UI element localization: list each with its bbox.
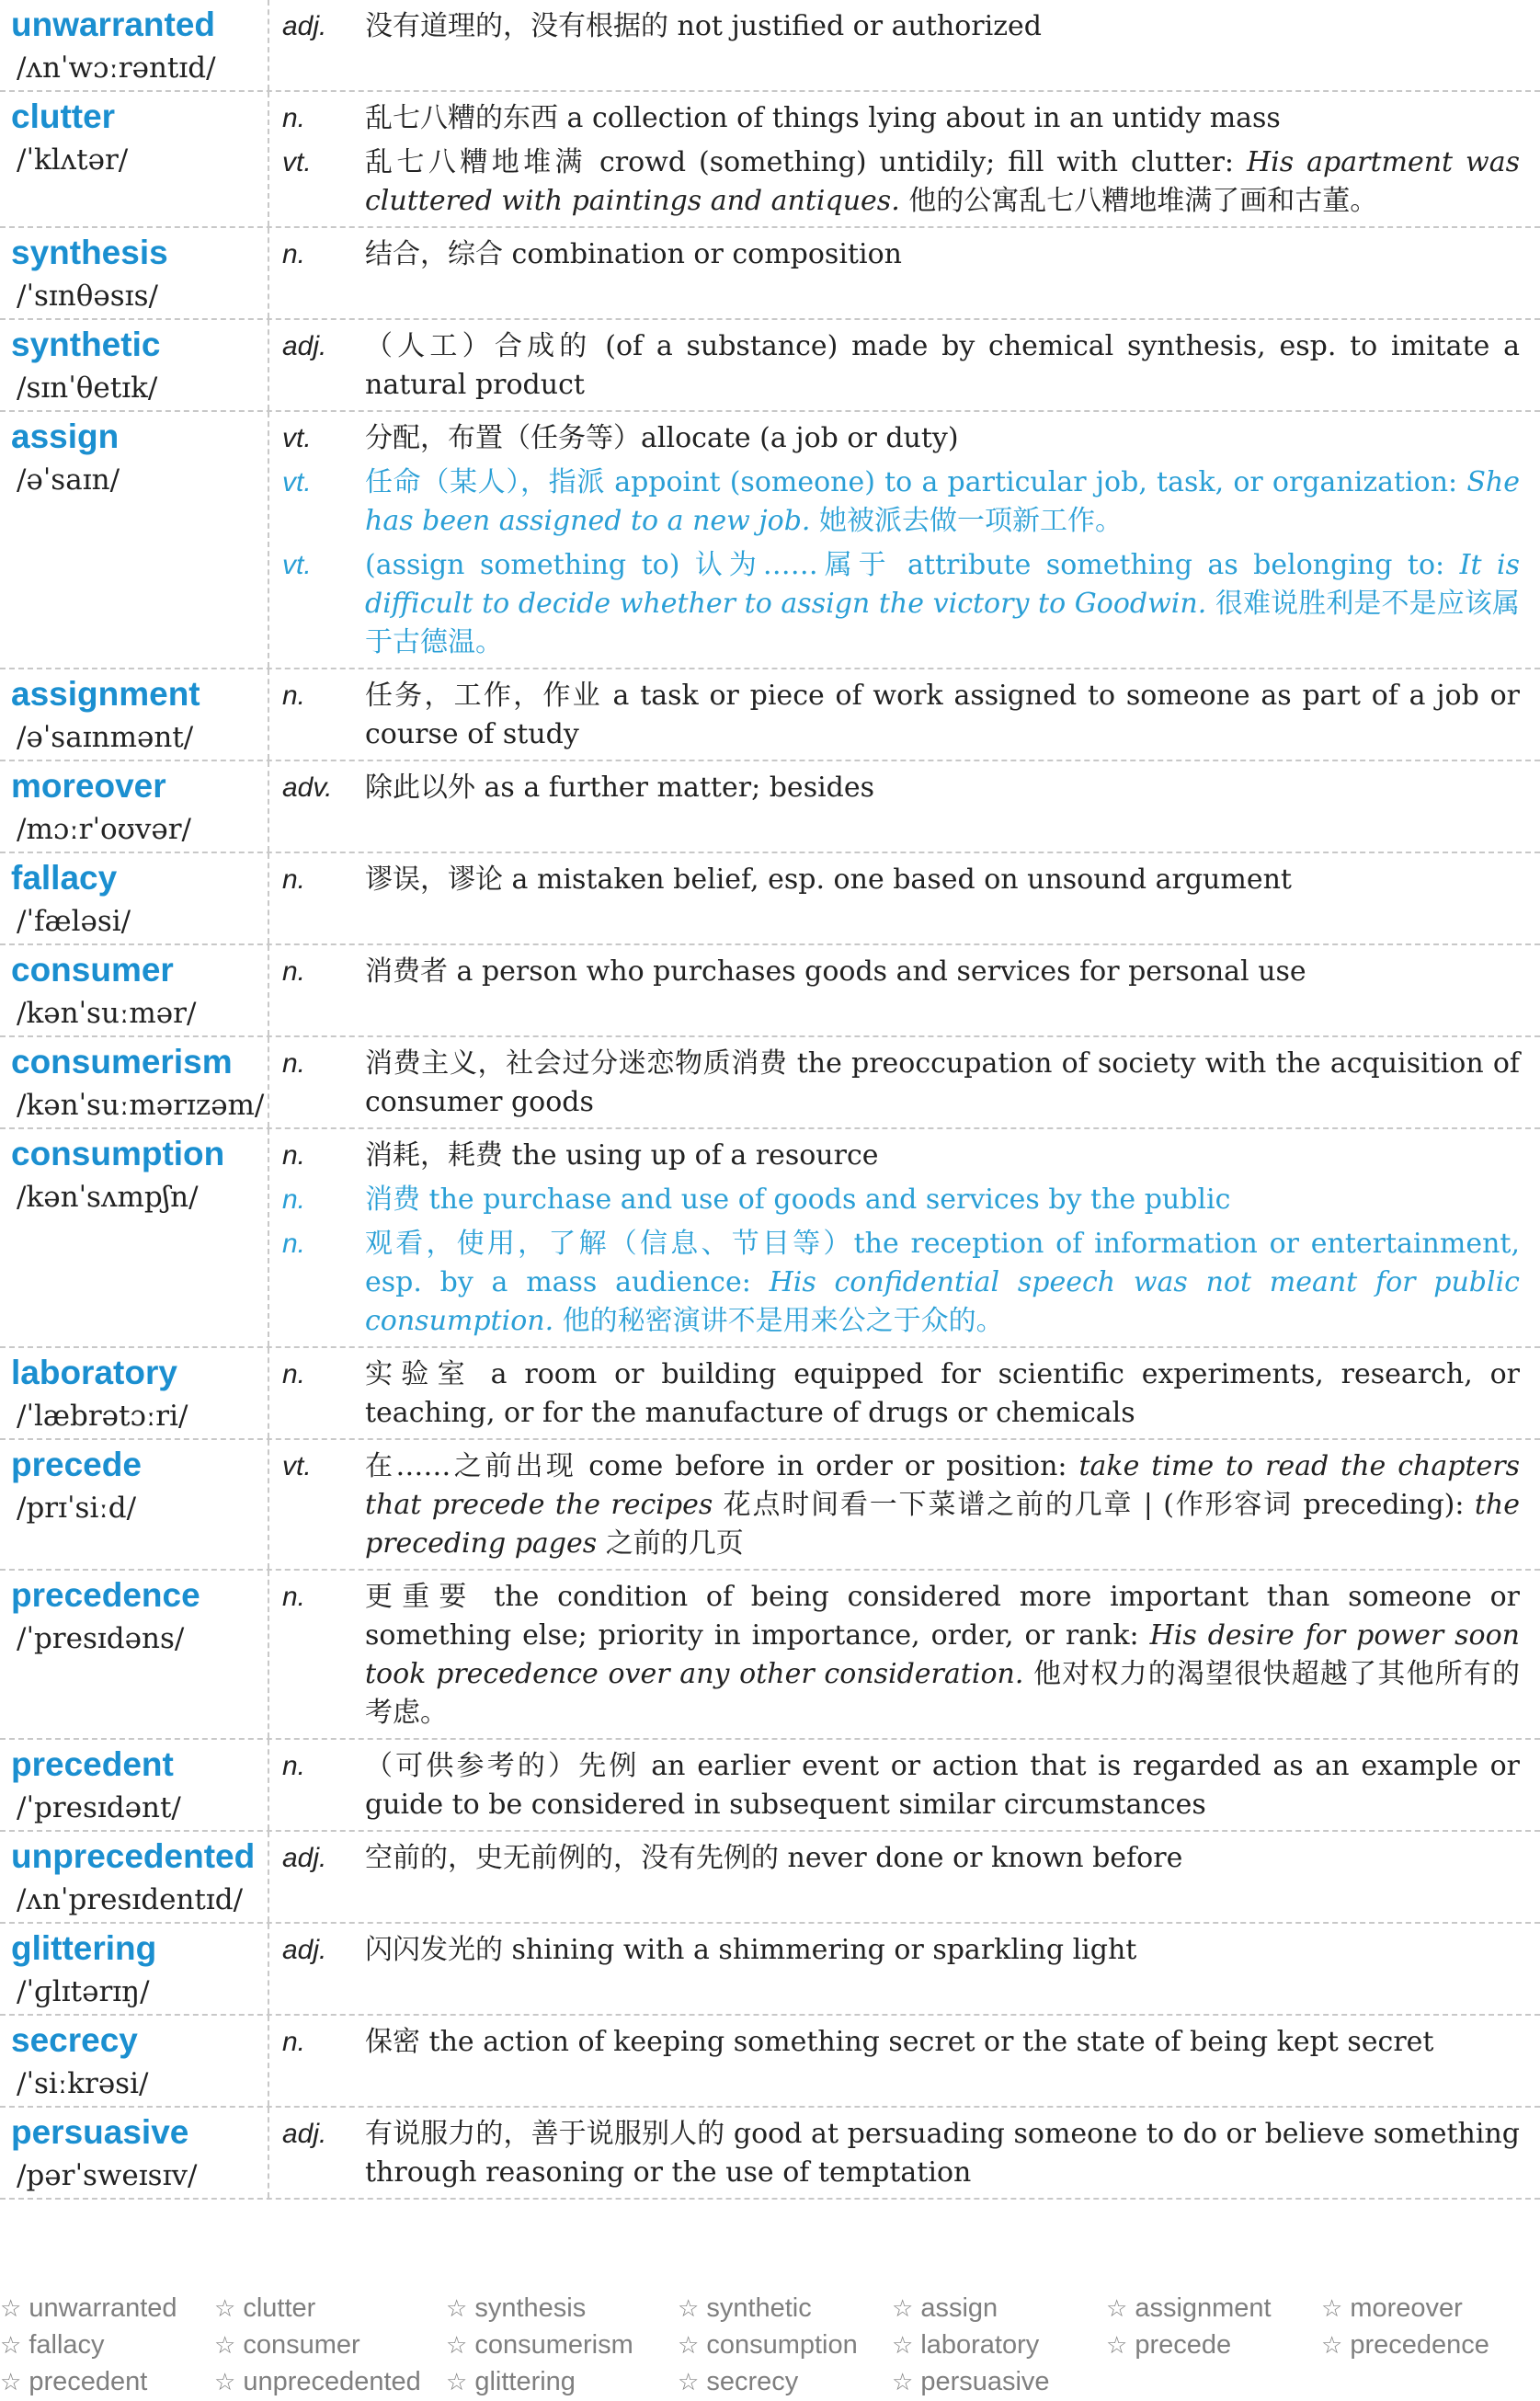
definition-text: 消费主义，社会过分迷恋物质消费 the preoccupation of society with the acquisition of consumer goods	[365, 1047, 1520, 1118]
part-of-speech: vt.	[282, 550, 312, 580]
definition	[365, 1355, 1520, 1433]
definition	[365, 1225, 1520, 1341]
part-of-speech: n.	[282, 1048, 306, 1079]
sense	[282, 1225, 1520, 1341]
part-of-speech: n.	[282, 239, 306, 269]
senses-cell	[269, 669, 1540, 760]
star-icon: ☆	[892, 2331, 914, 2359]
headword: fallacy	[11, 859, 118, 897]
headword: clutter	[11, 97, 116, 135]
definition-text: 消费 the purchase and use of goods and services by the public	[365, 1183, 1231, 1216]
definition	[365, 1931, 1520, 1970]
checklist-item	[1321, 2290, 1463, 2327]
definition-text: 实验室 a room or building equipped for scientific experiments, research, or teaching, or for the manufacture of drugs or chemicals	[365, 1358, 1520, 1429]
example-sentence: His desire for power soon took precedence over any other consideration.	[365, 1619, 1520, 1690]
star-icon: ☆	[892, 2294, 914, 2322]
checklist-item	[446, 2363, 576, 2400]
headword: assign	[11, 417, 120, 455]
part-of-speech: n.	[282, 680, 306, 711]
star-icon: ☆	[678, 2331, 700, 2359]
entry-row	[0, 412, 1540, 669]
review-checklist	[0, 2290, 1540, 2400]
definition	[365, 1045, 1520, 1122]
sense	[282, 1578, 1520, 1732]
definition	[365, 1181, 1520, 1219]
phonetic: /əˈsaɪnmənt/	[17, 721, 194, 754]
definition	[365, 419, 1520, 458]
example-sentence: the preceding pages	[365, 1489, 1520, 1560]
checklist-word: fallacy	[29, 2330, 105, 2360]
example-sentence: His confidential speech was not meant for public consumption.	[365, 1266, 1520, 1337]
part-of-speech: adv.	[282, 772, 333, 803]
part-of-speech: n.	[282, 1751, 306, 1781]
headword: persuasive	[11, 2113, 189, 2151]
sense	[282, 1839, 1520, 1878]
headword-cell	[0, 0, 269, 90]
star-icon: ☆	[892, 2368, 914, 2395]
sense	[282, 2115, 1520, 2192]
headword: consumerism	[11, 1043, 233, 1080]
sense	[282, 1447, 1520, 1563]
checklist-word: assign	[920, 2293, 998, 2323]
checklist-word: precede	[1135, 2330, 1232, 2360]
senses-cell	[269, 1348, 1540, 1438]
checklist-word: clutter	[243, 2293, 316, 2323]
sense	[282, 1747, 1520, 1824]
definition-text: 结合，综合 combination or composition	[365, 238, 902, 270]
headword: laboratory	[11, 1354, 177, 1391]
phonetic: /mɔːrˈoʊvər/	[17, 813, 191, 846]
senses-cell	[269, 1740, 1540, 1830]
headword-cell	[0, 853, 269, 943]
star-icon: ☆	[1106, 2331, 1128, 2359]
definition	[365, 7, 1520, 46]
phonetic: /ʌnˈpresɪdentɪd/	[17, 1883, 244, 1916]
definition	[365, 769, 1520, 807]
entry-row	[0, 0, 1540, 92]
sense	[282, 7, 1520, 46]
definition-text: 空前的，史无前例的，没有先例的 never done or known before	[365, 1842, 1183, 1874]
headword-cell	[0, 1440, 269, 1569]
headword: unwarranted	[11, 6, 216, 43]
checklist-word: synthesis	[474, 2293, 587, 2323]
phonetic: /kənˈsuːmərɪzəm/	[17, 1089, 265, 1122]
definition-text: 没有道理的，没有根据的 not justified or authorized	[365, 10, 1042, 42]
definition-text: 保密 the action of keeping something secret or the state of being kept secret	[365, 2026, 1434, 2058]
senses-cell	[269, 761, 1540, 852]
checklist-item	[892, 2363, 1050, 2400]
phonetic: /kənˈsʌmpʃn/	[17, 1181, 199, 1214]
senses-cell	[269, 2108, 1540, 2198]
part-of-speech: n.	[282, 2027, 306, 2057]
definition	[365, 546, 1520, 662]
checklist-word: unprecedented	[243, 2367, 421, 2396]
headword: consumption	[11, 1135, 225, 1172]
definition-text: 任务，工作，作业 a task or piece of work assigned to someone as part of a job or course of study	[365, 680, 1520, 750]
phonetic: /ˈɡlɪtərɪŋ/	[17, 1975, 150, 2008]
checklist-row	[0, 2290, 1540, 2327]
definition-text: 有说服力的，善于说服别人的 good at persuading someone to do or believe something through reasoning or the use of temptation	[365, 2118, 1520, 2189]
checklist-word: assignment	[1135, 2293, 1272, 2323]
part-of-speech: vt.	[282, 1451, 312, 1481]
checklist-word: moreover	[1350, 2293, 1463, 2323]
phonetic: /kənˈsuːmər/	[17, 997, 197, 1030]
sense	[282, 546, 1520, 662]
phonetic: /ˈpresɪdənt/	[17, 1791, 181, 1824]
definition-text: (assign something to) 认为……属于 attribute something as belonging to:	[365, 549, 1460, 581]
sense	[282, 861, 1520, 899]
star-icon: ☆	[446, 2368, 468, 2395]
translation-text: 之前的几页	[597, 1527, 744, 1560]
part-of-speech: vt.	[282, 423, 312, 453]
checklist-item	[0, 2363, 147, 2400]
part-of-speech: vt.	[282, 467, 312, 497]
phonetic: /əˈsaɪn/	[17, 463, 120, 497]
definition	[365, 2023, 1520, 2062]
headword-cell	[0, 669, 269, 760]
definition	[365, 1839, 1520, 1878]
checklist-item	[1321, 2327, 1489, 2363]
entry-row	[0, 1924, 1540, 2016]
checklist-row	[0, 2363, 1540, 2400]
phonetic: /ʌnˈwɔːrəntɪd/	[17, 51, 216, 85]
headword-cell	[0, 228, 269, 318]
senses-cell	[269, 1832, 1540, 1922]
headword: secrecy	[11, 2021, 138, 2059]
senses-cell	[269, 1440, 1540, 1569]
checklist-item	[678, 2363, 798, 2400]
headword: unprecedented	[11, 1837, 256, 1875]
definition	[365, 1578, 1520, 1732]
senses-cell	[269, 853, 1540, 943]
checklist-word: persuasive	[920, 2367, 1050, 2396]
headword: moreover	[11, 767, 166, 805]
part-of-speech: adj.	[282, 331, 327, 361]
definition-text: 观看，使用，了解（信息、节目等）the reception of information or entertainment, esp. by a mass audience:	[365, 1228, 1520, 1298]
headword-cell	[0, 320, 269, 410]
star-icon: ☆	[1321, 2294, 1343, 2322]
headword: precedent	[11, 1745, 174, 1783]
entry-row	[0, 228, 1540, 320]
checklist-item	[0, 2290, 177, 2327]
definition	[365, 327, 1520, 405]
part-of-speech: adj.	[282, 1935, 327, 1965]
star-icon: ☆	[214, 2294, 236, 2322]
phonetic: /ˈsɪnθəsɪs/	[17, 280, 158, 313]
star-icon: ☆	[678, 2294, 700, 2322]
headword-cell	[0, 2016, 269, 2106]
headword-cell	[0, 1924, 269, 2014]
definition-text: 闪闪发光的 shining with a shimmering or sparkling light	[365, 1934, 1137, 1966]
checklist-word: consumption	[706, 2330, 858, 2360]
checklist-item	[892, 2327, 1039, 2363]
entry-row	[0, 92, 1540, 228]
senses-cell	[269, 1924, 1540, 2014]
star-icon: ☆	[446, 2294, 468, 2322]
translation-text: 很难说胜利是不是应该属于古德温。	[365, 588, 1520, 658]
phonetic: /ˈklʌtər/	[17, 143, 129, 177]
definition	[365, 677, 1520, 754]
definition-text: 消耗，耗费 the using up of a resource	[365, 1139, 879, 1172]
star-icon: ☆	[0, 2331, 22, 2359]
headword: synthesis	[11, 234, 168, 271]
entry-row	[0, 945, 1540, 1037]
example-sentence: His apartment was cluttered with paintings and antiques.	[365, 146, 1521, 217]
part-of-speech: n.	[282, 1582, 306, 1612]
definition-text: 在……之前出现 come before in order or position:	[365, 1450, 1079, 1482]
definition-text: 任命（某人），指派 appoint (someone) to a particular job, task, or organization:	[365, 466, 1467, 498]
sense	[282, 327, 1520, 405]
senses-cell	[269, 92, 1540, 226]
entry-row	[0, 1348, 1540, 1440]
senses-cell	[269, 228, 1540, 318]
star-icon: ☆	[446, 2331, 468, 2359]
sense	[282, 677, 1520, 754]
headword-cell	[0, 1129, 269, 1346]
definition-text: 乱七八糟地堆满 crowd (something) untidily; fill with clutter:	[365, 146, 1248, 178]
part-of-speech: adj.	[282, 2119, 327, 2149]
sense	[282, 769, 1520, 807]
example-sentence: She has been assigned to a new job.	[365, 466, 1520, 537]
headword: assignment	[11, 675, 200, 713]
sense	[282, 1931, 1520, 1970]
headword-cell	[0, 1571, 269, 1738]
checklist-word: laboratory	[920, 2330, 1040, 2360]
definition	[365, 235, 1520, 274]
part-of-speech: vt.	[282, 147, 312, 177]
sense	[282, 953, 1520, 991]
definition-text: （人工）合成的 (of a substance) made by chemical synthesis, esp. to imitate a natural product	[365, 330, 1520, 401]
definition	[365, 99, 1520, 138]
definition	[365, 463, 1520, 541]
senses-cell	[269, 320, 1540, 410]
senses-cell	[269, 412, 1540, 668]
senses-cell	[269, 1129, 1540, 1346]
phonetic: /pərˈsweɪsɪv/	[17, 2159, 198, 2192]
headword: synthetic	[11, 326, 161, 363]
definition-text: 除此以外 as a further matter; besides	[365, 772, 875, 804]
phonetic: /sɪnˈθetɪk/	[17, 372, 158, 405]
entry-row	[0, 320, 1540, 412]
part-of-speech: n.	[282, 1359, 306, 1389]
checklist-word: precedence	[1350, 2330, 1489, 2360]
senses-cell	[269, 1571, 1540, 1738]
definition	[365, 953, 1520, 991]
checklist-word: precedent	[29, 2367, 148, 2396]
phonetic: /prɪˈsiːd/	[17, 1492, 137, 1525]
entry-row	[0, 1440, 1540, 1571]
sense	[282, 419, 1520, 458]
sense	[282, 1137, 1520, 1175]
definition	[365, 1137, 1520, 1175]
entry-row	[0, 1740, 1540, 1832]
checklist-item	[214, 2363, 421, 2400]
entry-row	[0, 1832, 1540, 1924]
part-of-speech: n.	[282, 864, 306, 895]
definition-text: 分配，布置（任务等）allocate (a job or duty)	[365, 422, 959, 454]
checklist-word: secrecy	[706, 2367, 799, 2396]
headword-cell	[0, 1740, 269, 1830]
sense	[282, 1355, 1520, 1433]
part-of-speech: n.	[282, 1140, 306, 1171]
headword-cell	[0, 1037, 269, 1127]
checklist-row	[0, 2327, 1540, 2363]
checklist-item	[678, 2290, 812, 2327]
definition	[365, 143, 1520, 221]
translation-text: 他对权力的渴望很快超越了其他所有的考虑。	[365, 1658, 1520, 1729]
senses-cell	[269, 1037, 1540, 1127]
translation-text: 他的公寓乱七八糟地堆满了画和古董。	[899, 185, 1378, 217]
headword-cell	[0, 761, 269, 852]
headword-cell	[0, 412, 269, 668]
definition-text: 乱七八糟的东西 a collection of things lying about in an untidy mass	[365, 102, 1281, 134]
star-icon: ☆	[0, 2368, 22, 2395]
definition-text: 更重要 the condition of being considered more important than someone or something else; priority in importance, order, or rank:	[365, 1581, 1520, 1652]
definition-text: 消费者 a person who purchases goods and services for personal use	[365, 955, 1306, 988]
senses-cell	[269, 945, 1540, 1035]
checklist-item	[446, 2327, 633, 2363]
entry-row	[0, 1571, 1540, 1740]
checklist-item	[1106, 2290, 1272, 2327]
definition	[365, 861, 1520, 899]
headword: precede	[11, 1446, 142, 1483]
definition-text: 谬误，谬论 a mistaken belief, esp. one based on unsound argument	[365, 863, 1292, 896]
checklist-word: consumer	[243, 2330, 360, 2360]
checklist-word: glittering	[474, 2367, 576, 2396]
definition-text: （可供参考的）先例 an earlier event or action that is regarded as an example or guide to be considered in subsequent similar circumstances	[365, 1750, 1520, 1821]
headword: consumer	[11, 951, 174, 989]
definition	[365, 2115, 1520, 2192]
star-icon: ☆	[214, 2368, 236, 2395]
sense	[282, 143, 1520, 221]
sense	[282, 235, 1520, 274]
entry-row	[0, 1129, 1540, 1348]
phonetic: /ˈsiːkrəsi/	[17, 2067, 149, 2100]
checklist-item	[214, 2290, 315, 2327]
checklist-item	[214, 2327, 360, 2363]
part-of-speech: n.	[282, 1184, 306, 1215]
senses-cell	[269, 0, 1540, 90]
checklist-word: synthetic	[706, 2293, 812, 2323]
part-of-speech: adj.	[282, 1843, 327, 1873]
sense	[282, 463, 1520, 541]
sense	[282, 1181, 1520, 1219]
senses-cell	[269, 2016, 1540, 2106]
part-of-speech: n.	[282, 956, 306, 987]
translation-text: 他的秘密演讲不是用来公之于众的。	[553, 1305, 1004, 1337]
entry-row	[0, 2108, 1540, 2200]
headword-cell	[0, 945, 269, 1035]
checklist-word: unwarranted	[29, 2293, 177, 2323]
part-of-speech: adj.	[282, 11, 327, 41]
sense	[282, 2023, 1520, 2062]
example-sentence: take time to read the chapters that precede the recipes	[365, 1450, 1520, 1521]
entry-row	[0, 669, 1540, 761]
star-icon: ☆	[1106, 2294, 1128, 2322]
star-icon: ☆	[214, 2331, 236, 2359]
checklist-word: consumerism	[474, 2330, 633, 2360]
entry-row	[0, 761, 1540, 853]
phonetic: /ˈfæləsi/	[17, 905, 131, 938]
entry-row	[0, 853, 1540, 945]
example-sentence: It is difficult to decide whether to assign the victory to Goodwin.	[365, 549, 1520, 620]
definition	[365, 1747, 1520, 1824]
definition	[365, 1447, 1520, 1563]
phonetic: /ˈpresɪdəns/	[17, 1622, 185, 1655]
headword: precedence	[11, 1576, 200, 1614]
checklist-item	[678, 2327, 858, 2363]
headword-cell	[0, 92, 269, 226]
phonetic: /ˈlæbrətɔːri/	[17, 1400, 188, 1433]
entry-row	[0, 1037, 1540, 1129]
sense	[282, 99, 1520, 138]
checklist-item	[892, 2290, 998, 2327]
star-icon: ☆	[1321, 2331, 1343, 2359]
headword-cell	[0, 1348, 269, 1438]
checklist-item	[0, 2327, 105, 2363]
star-icon: ☆	[678, 2368, 700, 2395]
headword-cell	[0, 2108, 269, 2198]
part-of-speech: n.	[282, 103, 306, 133]
headword-cell	[0, 1832, 269, 1922]
translation-text: 她被派去做一项新工作。	[810, 505, 1124, 537]
translation-text: 花点时间看一下菜谱之前的几章 | (作形容词 preceding):	[713, 1489, 1475, 1521]
part-of-speech: n.	[282, 1229, 306, 1259]
checklist-item	[1106, 2327, 1231, 2363]
headword: glittering	[11, 1929, 157, 1967]
sense	[282, 1045, 1520, 1122]
entry-row	[0, 2016, 1540, 2108]
star-icon: ☆	[0, 2294, 22, 2322]
checklist-item	[446, 2290, 586, 2327]
